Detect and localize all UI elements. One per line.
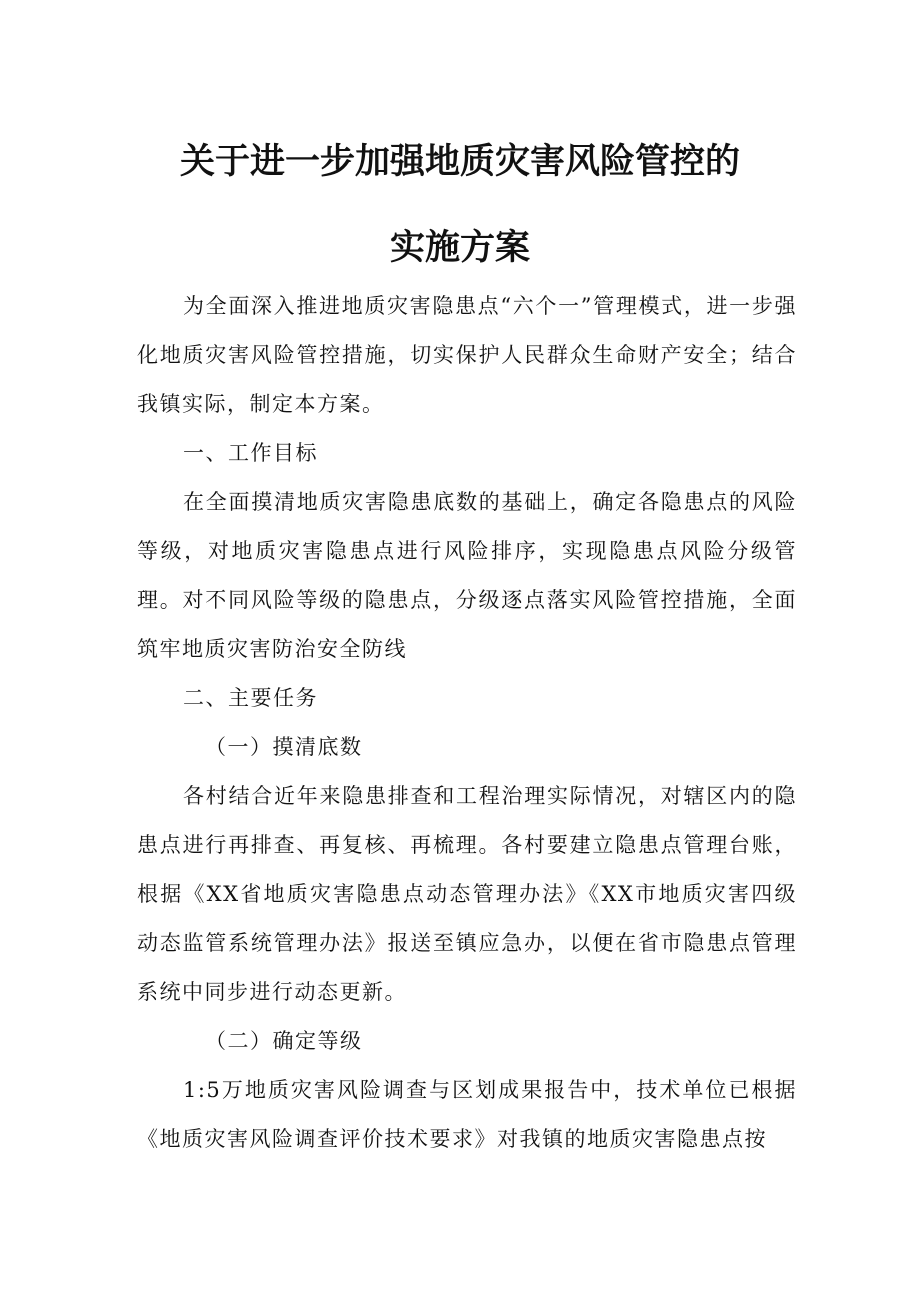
subsection-heading-survey: （一）摸清底数 <box>205 735 363 759</box>
subsection-heading-grading: （二）确定等级 <box>205 1029 363 1053</box>
survey-paragraph: 各村结合近年来隐患排查和工程治理实际情况，对辖区内的隐患点进行再排查、再复核、再梳理。各村要建立隐患点管理台账，根据《XX省地质灾害隐患点动态管理办法》《XX市地质灾害四级动态监管系统管理办法》报送至镇应急办，以便在省市隐患点管理系统中同步进行动态更新。 <box>137 784 797 1004</box>
section-heading-goals: 一、工作目标 <box>183 441 318 465</box>
document-title-line-1: 关于进一步加强地质灾害风险管控的 <box>179 142 740 182</box>
section-heading-tasks: 二、主要任务 <box>183 686 318 710</box>
document-body <box>137 282 797 1164</box>
intro-paragraph: 为全面深入推进地质灾害隐患点“六个一”管理模式，进一步强化地质灾害风险管控措施，切实保护人民群众生命财产安全；结合我镇实际，制定本方案。 <box>137 294 797 416</box>
document-title-line-2: 实施方案 <box>389 228 530 268</box>
goals-paragraph: 在全面摸清地质灾害隐患底数的基础上，确定各隐患点的风险等级，对地质灾害隐患点进行风险排序，实现隐患点风险分级管理。对不同风险等级的隐患点，分级逐点落实风险管控措施，全面筑牢地质灾害防治安全防线 <box>137 490 797 661</box>
grading-paragraph: 1:5万地质灾害风险调查与区划成果报告中，技术单位已根据《地质灾害风险调查评价技术要求》对我镇的地质灾害隐患点按 <box>137 1078 797 1151</box>
